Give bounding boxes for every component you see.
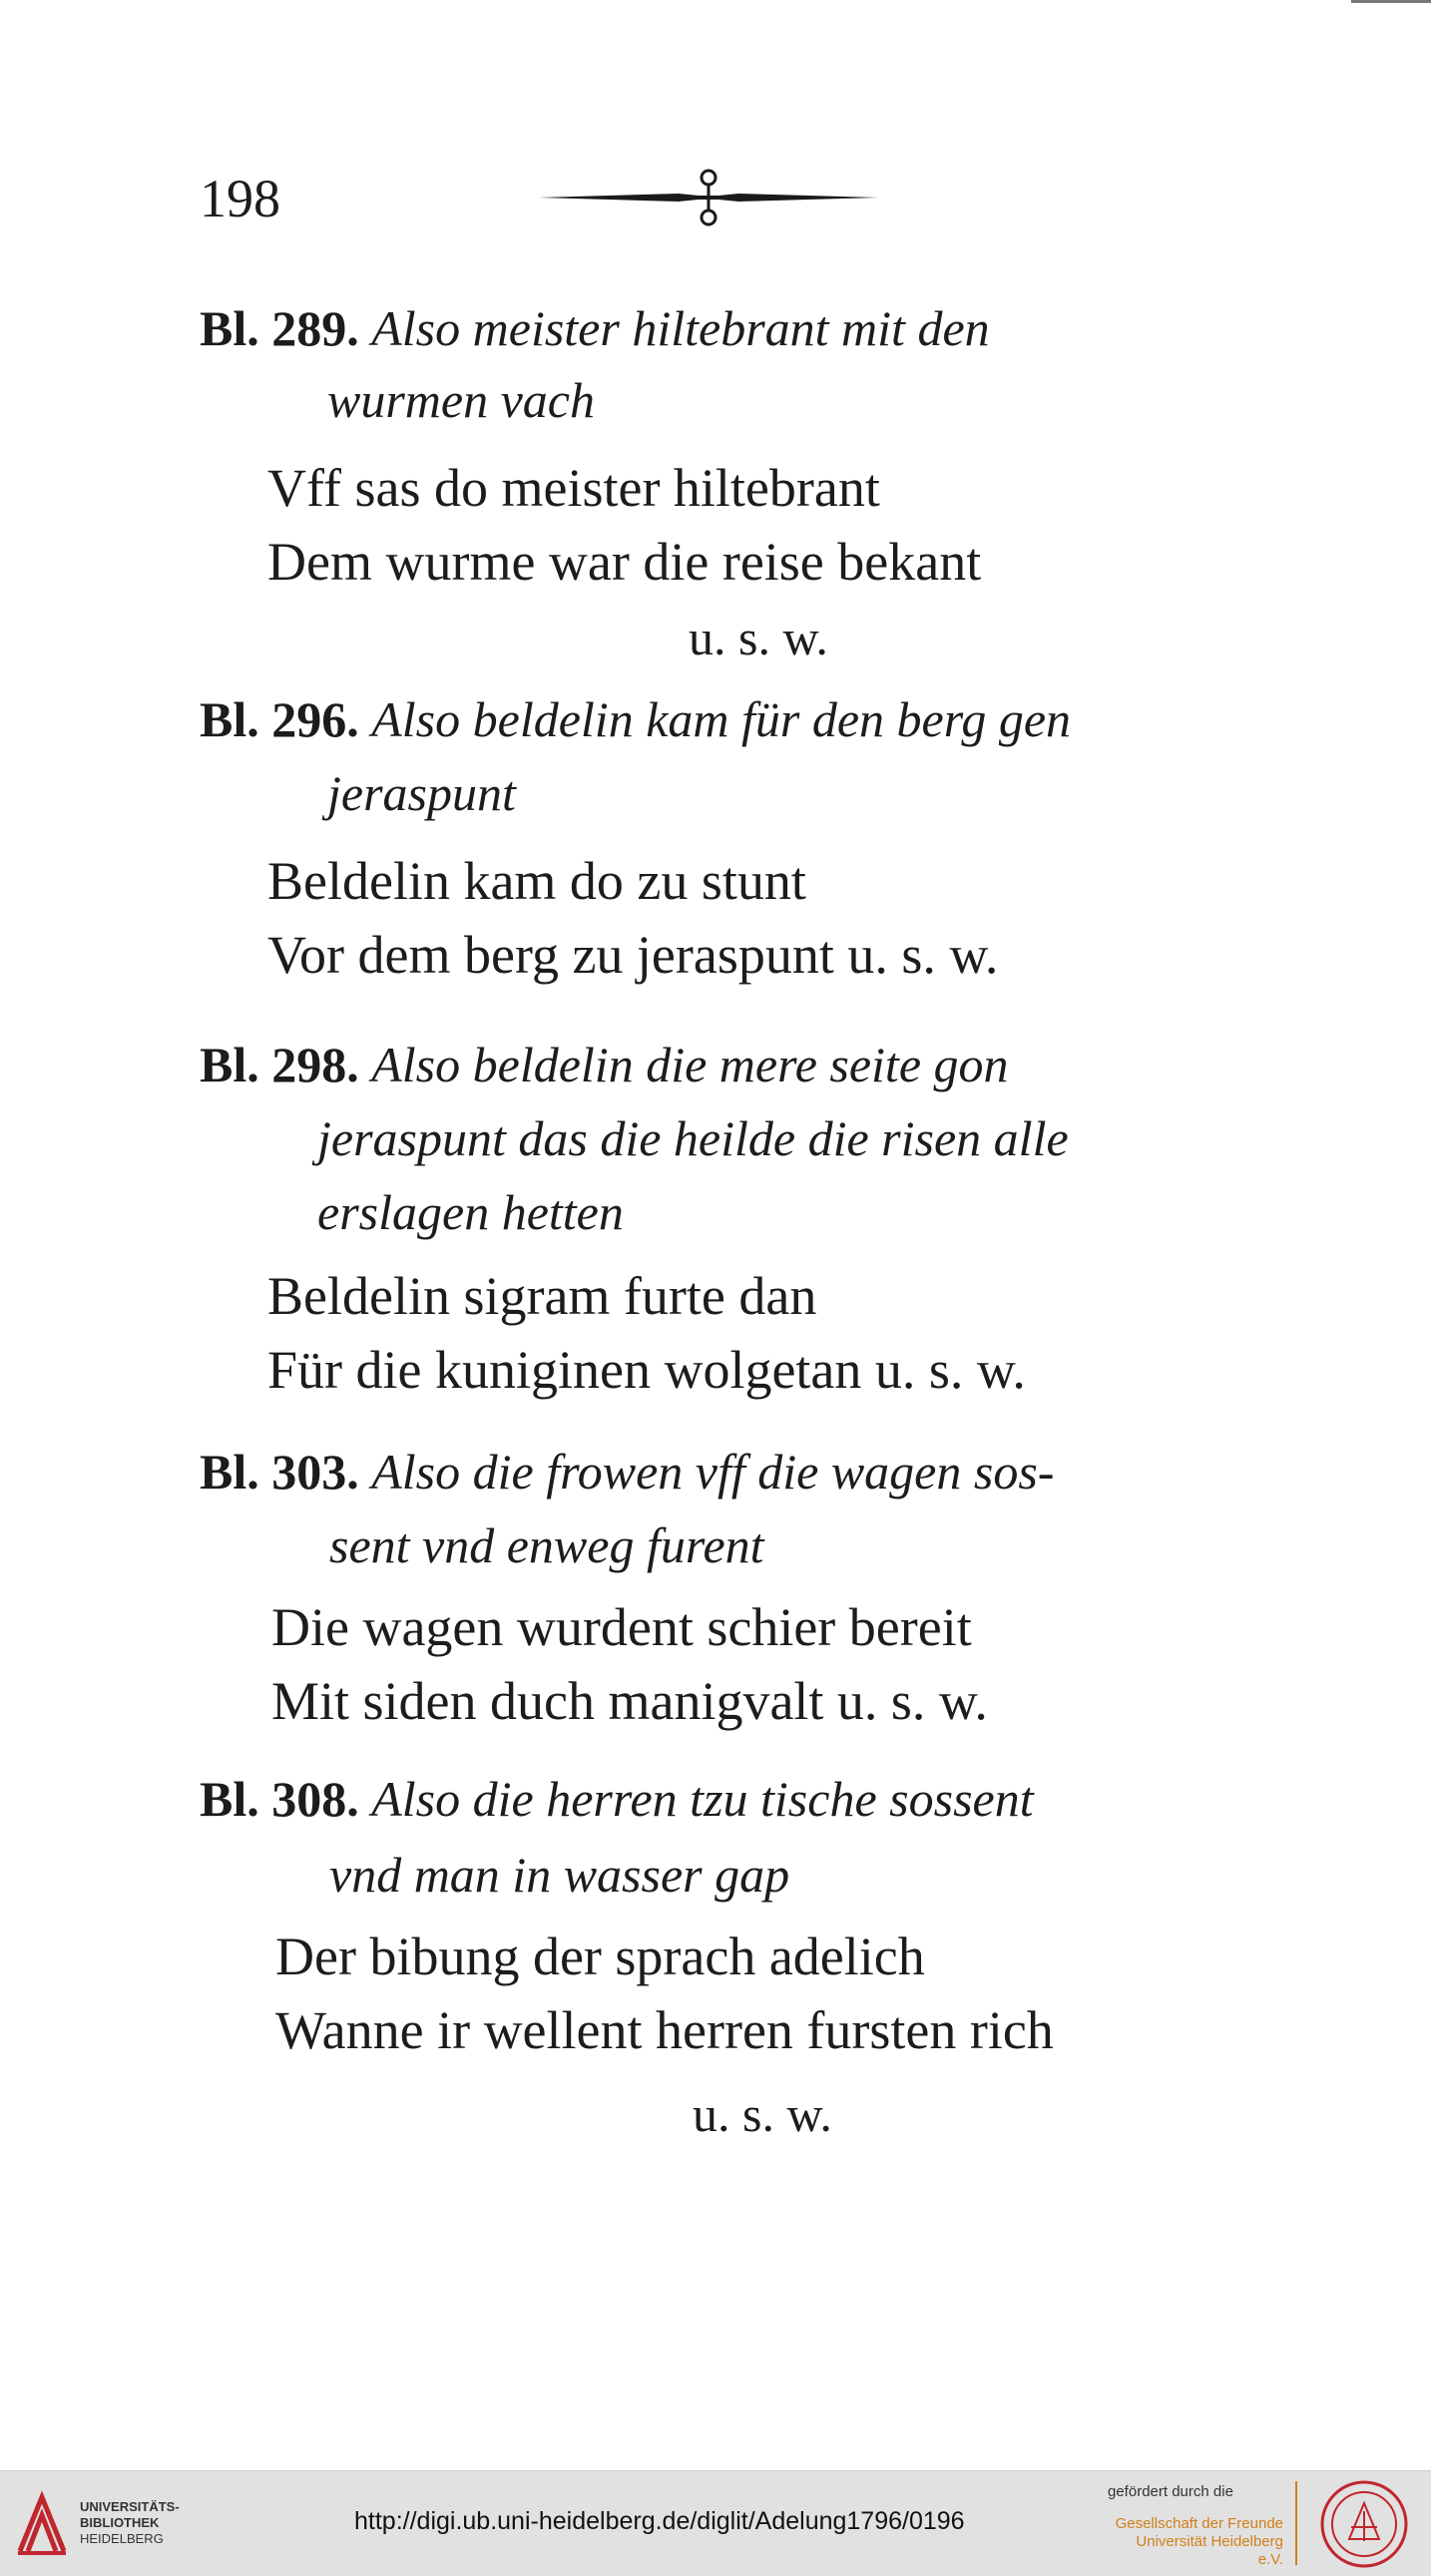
verse-line: Beldelin sigram furte dan — [267, 1266, 817, 1326]
verse-line: Wanne ir wellent herren fursten rich — [275, 2000, 1054, 2060]
entry-heading — [200, 299, 990, 357]
entry-heading-continuation: wurmen vach — [327, 372, 595, 428]
ornament-divider-icon — [539, 168, 878, 229]
entry-heading — [200, 1443, 1054, 1501]
scanner-edge-line — [1351, 0, 1431, 3]
entry-ref: Bl. 303. — [200, 1444, 359, 1500]
verse-line: Mit siden duch manigvalt u. s. w. — [271, 1671, 988, 1731]
entry-heading-continuation: erslagen hetten — [317, 1184, 624, 1240]
library-logo-icon — [14, 2489, 70, 2559]
sponsor-label: gefördert durch die — [1108, 2483, 1233, 2500]
entry-heading — [200, 1770, 1034, 1828]
usw-marker: u. s. w. — [693, 2086, 832, 2142]
entry-heading-continuation: sent vnd enweg furent — [329, 1517, 764, 1573]
entry-heading-continuation: jeraspunt — [327, 765, 516, 821]
university-seal-icon — [1319, 2479, 1409, 2569]
library-name-line: BIBLIOTHEK — [80, 2515, 160, 2530]
entry-heading-text: Also beldelin kam für den berg gen — [371, 691, 1072, 747]
verse-line: Die wagen wurdent schier bereit — [271, 1597, 972, 1657]
verse-line: Für die kuniginen wolgetan u. s. w. — [267, 1340, 1026, 1400]
entry-heading-text: Also beldelin die mere seite gon — [371, 1037, 1009, 1092]
entry-heading — [200, 1036, 1009, 1093]
entry-ref: Bl. 298. — [200, 1037, 359, 1092]
library-name — [80, 2499, 180, 2547]
entry-heading-text: Also meister hiltebrant mit den — [371, 300, 990, 356]
page-number: 198 — [200, 169, 280, 228]
library-name-line: HEIDELBERG — [80, 2531, 164, 2546]
entry-ref: Bl. 296. — [200, 691, 359, 747]
entry-heading-continuation: vnd man in wasser gap — [329, 1847, 790, 1903]
entry-heading-text: Also die herren tzu tische sossent — [371, 1771, 1034, 1827]
entry-heading — [200, 690, 1071, 748]
entry-heading-text: Also die frowen vff die wagen sos- — [371, 1444, 1055, 1500]
verse-line: Vor dem berg zu jeraspunt u. s. w. — [267, 925, 999, 985]
entry-ref: Bl. 289. — [200, 300, 359, 356]
library-name-line: UNIVERSITÄTS- — [80, 2499, 180, 2514]
source-url-link[interactable]: http://digi.ub.uni-heidelberg.de/diglit/Adelung1796/0196 — [354, 2507, 965, 2535]
verse-line: Beldelin kam do zu stunt — [267, 851, 806, 911]
verse-line: Vff sas do meister hiltebrant — [267, 458, 880, 518]
entry-ref: Bl. 308. — [200, 1771, 359, 1827]
usw-marker: u. s. w. — [689, 610, 828, 665]
entry-heading-continuation: jeraspunt das die heilde die risen alle — [317, 1110, 1069, 1166]
sponsor-name-line: Universität Heidelberg e.V. — [1136, 2533, 1283, 2568]
sponsor-name — [1114, 2515, 1283, 2569]
sponsor-divider — [1295, 2481, 1297, 2565]
verse-line: Der bibung der sprach adelich — [275, 1927, 925, 1986]
footer-bar — [0, 2470, 1431, 2576]
sponsor-name-line: Gesellschaft der Freunde — [1115, 2515, 1283, 2532]
verse-line: Dem wurme war die reise bekant — [267, 532, 982, 592]
